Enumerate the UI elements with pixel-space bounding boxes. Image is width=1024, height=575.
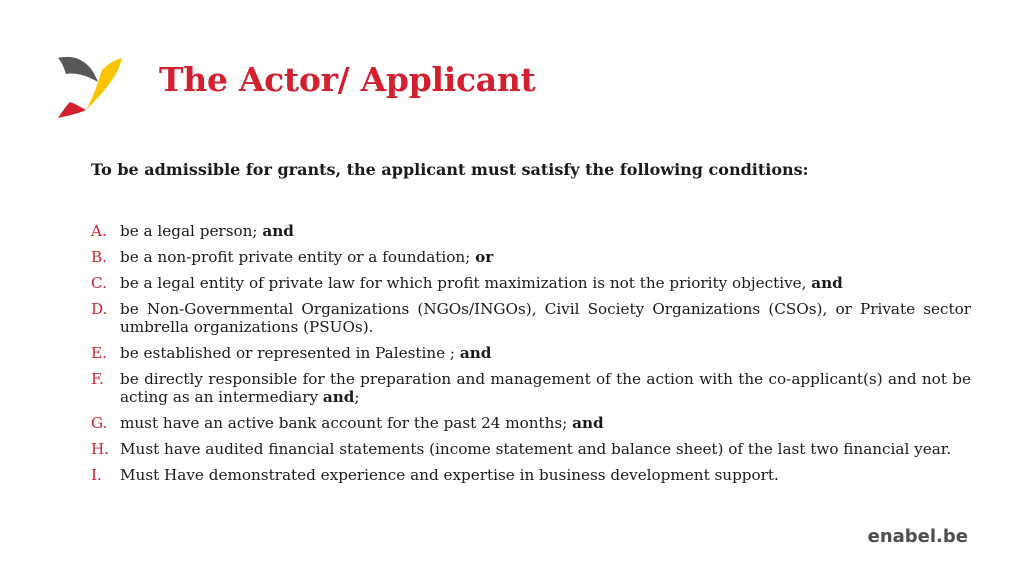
condition-marker: B. [91, 248, 107, 266]
condition-marker: A. [91, 222, 107, 240]
condition-text: be established or represented in Palestine ; [120, 344, 460, 362]
condition-text: be a legal person; [120, 222, 263, 240]
condition-marker: G. [91, 414, 108, 432]
condition-connector: or [475, 248, 494, 266]
brand-url: enabel.be [867, 526, 968, 547]
condition-marker: C. [91, 274, 107, 292]
condition-item [91, 300, 971, 336]
condition-marker: F. [91, 370, 104, 388]
condition-marker: I. [91, 466, 102, 484]
condition-item [91, 344, 971, 362]
slide-title: The Actor/ Applicant [159, 60, 536, 99]
condition-text: Must have audited financial statements (income statement and balance sheet) of the last two financial year. [120, 440, 952, 458]
condition-item [91, 370, 971, 406]
condition-text: be directly responsible for the preparation and management of the action with the co-applicant(s) and not be acting as an intermediary [120, 370, 971, 406]
conditions-list [91, 222, 971, 492]
condition-text: be a non-profit private entity or a foundation; [120, 248, 476, 266]
condition-connector: and [322, 388, 355, 406]
condition-text: be Non-Governmental Organizations (NGOs/INGOs), Civil Society Organizations (CSOs), or Private sector umbrella organizations (PSUOs). [120, 300, 971, 336]
condition-item [91, 248, 971, 266]
enabel-logo-icon [52, 52, 130, 122]
condition-item [91, 274, 971, 292]
condition-marker: D. [91, 300, 108, 318]
condition-text: must have an active bank account for the past 24 months; [120, 414, 573, 432]
condition-text: Must Have demonstrated experience and expertise in business development support. [120, 466, 779, 484]
condition-item [91, 466, 971, 484]
condition-item [91, 414, 971, 432]
condition-item [91, 440, 971, 458]
condition-connector: and [811, 274, 843, 292]
condition-suffix: ; [354, 388, 360, 406]
condition-marker: H. [91, 440, 110, 458]
condition-item [91, 222, 971, 240]
intro-text: To be admissible for grants, the applicant must satisfy the following conditions: [91, 160, 809, 179]
condition-text: be a legal entity of private law for which profit maximization is not the priority objective, [120, 274, 812, 292]
condition-connector: and [572, 414, 604, 432]
condition-connector: and [459, 344, 492, 362]
condition-connector: and [262, 222, 294, 240]
condition-marker: E. [91, 344, 107, 362]
